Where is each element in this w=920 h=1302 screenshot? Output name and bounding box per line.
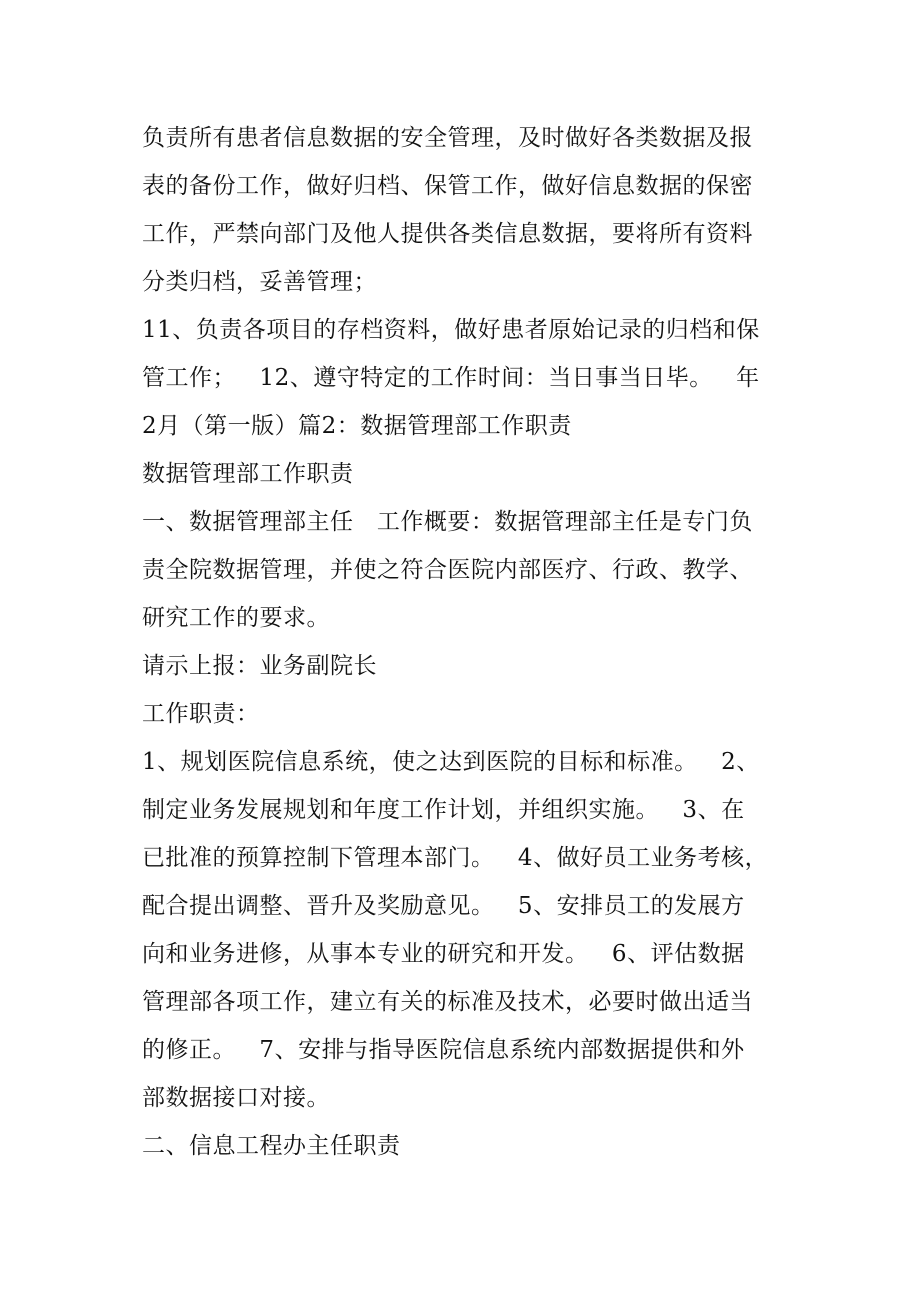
text-line: 工作职责： <box>142 701 260 727</box>
text-line: 制定业务发展规划和年度工作计划，并组织实施。 3、在 <box>142 797 745 823</box>
text-line: 2月（第一版）篇2：数据管理部工作职责 <box>142 413 572 439</box>
text-line: 分类归档，妥善管理； <box>142 269 377 295</box>
text-line: 部数据接口对接。 <box>142 1085 330 1111</box>
text-line: 配合提出调整、晋升及奖励意见。 5、安排员工的发展方 <box>142 893 745 919</box>
text-line: 请示上报：业务副院长 <box>142 653 377 679</box>
text-line: 向和业务进修，从事本专业的研究和开发。 6、评估数据 <box>142 941 745 967</box>
text-line: 已批准的预算控制下管理本部门。 4、做好员工业务考核， <box>142 845 769 871</box>
text-line: 研究工作的要求。 <box>142 605 330 631</box>
text-line: 一、数据管理部主任 工作概要：数据管理部主任是专门负 <box>142 509 753 535</box>
text-line: 1、规划医院信息系统，使之达到医院的目标和标准。 2、 <box>142 749 760 775</box>
text-line: 11、负责各项目的存档资料，做好患者原始记录的归档和保 <box>142 317 760 343</box>
text-line: 管工作； 12、遵守特定的工作时间：当日事当日毕。 年 <box>142 365 760 391</box>
section-heading: 二、信息工程办主任职责 <box>142 1133 401 1159</box>
section-heading: 数据管理部工作职责 <box>142 461 354 487</box>
text-line: 负责所有患者信息数据的安全管理，及时做好各类数据及报 <box>142 125 753 151</box>
text-line: 管理部各项工作，建立有关的标准及技术，必要时做出适当 <box>142 989 753 1015</box>
text-line: 表的备份工作，做好归档、保管工作，做好信息数据的保密 <box>142 173 753 199</box>
text-line: 的修正。 7、安排与指导医院信息系统内部数据提供和外 <box>142 1037 745 1063</box>
text-line: 责全院数据管理，并使之符合医院内部医疗、行政、教学、 <box>142 557 753 583</box>
text-line: 工作，严禁向部门及他人提供各类信息数据，要将所有资料 <box>142 221 753 247</box>
